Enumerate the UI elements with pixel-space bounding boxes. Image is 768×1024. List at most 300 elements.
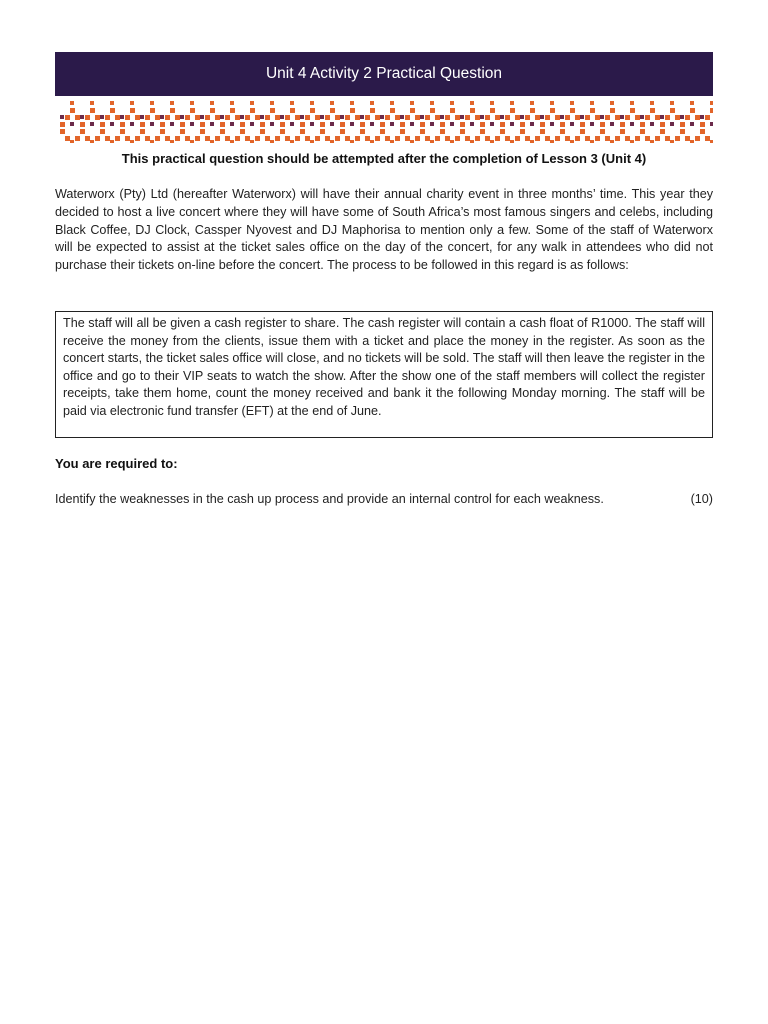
pattern-cell — [370, 101, 374, 105]
pattern-cell — [575, 115, 580, 120]
pattern-cell — [160, 129, 165, 134]
pattern-cell — [140, 115, 144, 119]
pattern-cell — [480, 129, 485, 134]
pattern-cell — [525, 115, 530, 120]
pattern-cell — [480, 122, 485, 127]
pattern-cell — [130, 101, 134, 105]
pattern-cell — [655, 115, 660, 120]
pattern-cell — [240, 122, 245, 127]
pattern-cell — [530, 122, 534, 126]
pattern-cell — [230, 140, 234, 143]
pattern-cell — [600, 129, 605, 134]
pattern-cell — [200, 115, 204, 119]
pattern-cell — [555, 136, 560, 141]
pattern-cell — [590, 122, 594, 126]
pattern-cell — [700, 122, 705, 127]
pattern-cell — [60, 115, 64, 119]
pattern-cell — [60, 122, 65, 127]
pattern-cell — [190, 101, 194, 105]
pattern-cell — [405, 136, 410, 141]
pattern-cell — [465, 115, 470, 120]
pattern-cell — [485, 115, 490, 120]
pattern-cell — [550, 101, 554, 105]
pattern-cell — [665, 136, 670, 141]
pattern-cell — [225, 115, 230, 120]
pattern-cell — [260, 115, 264, 119]
pattern-cell — [370, 108, 375, 113]
pattern-cell — [565, 115, 570, 120]
pattern-cell — [475, 115, 480, 120]
pattern-cell — [390, 108, 395, 113]
pattern-cell — [670, 101, 674, 105]
pattern-cell — [280, 129, 285, 134]
pattern-cell — [70, 108, 75, 113]
pattern-cell — [535, 115, 540, 120]
pattern-cell — [280, 115, 284, 119]
pattern-cell — [500, 129, 505, 134]
pattern-cell — [370, 140, 374, 143]
pattern-cell — [505, 115, 510, 120]
pattern-cell — [240, 115, 244, 119]
pattern-cell — [305, 136, 310, 141]
pattern-cell — [155, 136, 160, 141]
pattern-cell — [640, 115, 644, 119]
pattern-cell — [440, 115, 444, 119]
pattern-cell — [150, 140, 154, 143]
pattern-cell — [355, 115, 360, 120]
pattern-cell — [380, 122, 385, 127]
pattern-cell — [240, 129, 245, 134]
pattern-cell — [660, 122, 665, 127]
pattern-cell — [535, 136, 540, 141]
pattern-cell — [605, 136, 610, 141]
pattern-cell — [615, 136, 620, 141]
pattern-cell — [85, 115, 90, 120]
pattern-cell — [430, 108, 435, 113]
pattern-cell — [165, 136, 170, 141]
pattern-cell — [200, 122, 205, 127]
pattern-cell — [520, 122, 525, 127]
pattern-cell — [75, 115, 80, 120]
pattern-cell — [600, 122, 605, 127]
pattern-cell — [265, 115, 270, 120]
pattern-cell — [655, 136, 660, 141]
pattern-cell — [580, 115, 584, 119]
pattern-cell — [215, 115, 220, 120]
pattern-cell — [410, 101, 414, 105]
pattern-cell — [315, 115, 320, 120]
pattern-cell — [455, 136, 460, 141]
pattern-cell — [330, 140, 334, 143]
pattern-cell — [710, 140, 713, 143]
task-line — [55, 492, 713, 506]
pattern-cell — [300, 122, 305, 127]
pattern-cell — [455, 115, 460, 120]
pattern-cell — [705, 115, 710, 120]
pattern-cell — [150, 101, 154, 105]
pattern-cell — [295, 136, 300, 141]
instruction-subtitle: This practical question should be attempted after the completion of Lesson 3 (Unit 4) — [121, 151, 647, 166]
pattern-cell — [300, 115, 304, 119]
page-title: Unit 4 Activity 2 Practical Question — [265, 65, 503, 82]
pattern-cell — [260, 129, 265, 134]
pattern-cell — [640, 122, 645, 127]
pattern-cell — [125, 115, 130, 120]
pattern-cell — [465, 136, 470, 141]
pattern-cell — [395, 136, 400, 141]
pattern-cell — [245, 136, 250, 141]
pattern-cell — [400, 122, 405, 127]
pattern-cell — [70, 140, 74, 143]
pattern-cell — [510, 122, 514, 126]
pattern-cell — [130, 140, 134, 143]
pattern-cell — [175, 115, 180, 120]
pattern-cell — [185, 136, 190, 141]
pattern-cell — [460, 129, 465, 134]
pattern-cell — [675, 136, 680, 141]
pattern-cell — [360, 122, 365, 127]
intro-paragraph: Waterworx (Pty) Ltd (hereafter Waterworx) will have their annual charity event in three months’ time. This year they decided to host a live concert where they will have some of South Africa’s most famous singers and celebs, including Black Coffee, DJ Clock, Cassper Nyovest and DJ Maphorisa to mention only a few. Some of the staff of Waterworx will be expected to assist at the ticket sales office on the day of the concert, for any walk in attendees who did not purchase their tickets on-line before the concert. The process to be followed in this regard is as follows: — [55, 187, 713, 273]
pattern-cell — [365, 115, 370, 120]
pattern-cell — [595, 115, 600, 120]
pattern-cell — [610, 122, 614, 126]
pattern-cell — [170, 108, 175, 113]
pattern-cell — [420, 129, 425, 134]
pattern-cell — [360, 129, 365, 134]
pattern-cell — [270, 140, 274, 143]
pattern-cell — [280, 122, 285, 127]
pattern-cell — [610, 140, 614, 143]
pattern-cell — [155, 115, 160, 120]
pattern-cell — [180, 115, 184, 119]
pattern-cell — [330, 101, 334, 105]
pattern-cell — [570, 140, 574, 143]
pattern-cell — [700, 115, 704, 119]
pattern-cell — [490, 101, 494, 105]
pattern-cell — [450, 101, 454, 105]
pattern-cell — [235, 136, 240, 141]
pattern-cell — [675, 115, 680, 120]
pattern-cell — [320, 129, 325, 134]
pattern-cell — [470, 140, 474, 143]
pattern-cell — [585, 115, 590, 120]
pattern-cell — [190, 108, 195, 113]
pattern-cell — [190, 140, 194, 143]
pattern-cell — [130, 122, 134, 126]
pattern-cell — [670, 108, 675, 113]
pattern-cell — [510, 108, 515, 113]
pattern-cell — [500, 115, 504, 119]
pattern-cell — [550, 122, 554, 126]
pattern-cell — [170, 101, 174, 105]
pattern-cell — [500, 122, 505, 127]
pattern-cell — [340, 115, 344, 119]
pattern-cell — [110, 108, 115, 113]
pattern-cell — [70, 122, 74, 126]
pattern-cell — [405, 115, 410, 120]
pattern-cell — [205, 115, 210, 120]
pattern-cell — [330, 108, 335, 113]
pattern-cell — [385, 115, 390, 120]
pattern-cell — [140, 129, 145, 134]
pattern-cell — [110, 140, 114, 143]
pattern-cell — [710, 122, 713, 126]
pattern-cell — [660, 129, 665, 134]
pattern-cell — [680, 122, 685, 127]
pattern-cell — [475, 136, 480, 141]
pattern-cell — [215, 136, 220, 141]
pattern-cell — [330, 122, 334, 126]
pattern-cell — [595, 136, 600, 141]
pattern-cell — [90, 101, 94, 105]
pattern-cell — [375, 136, 380, 141]
pattern-cell — [90, 140, 94, 143]
pattern-cell — [560, 115, 564, 119]
pattern-cell — [665, 115, 670, 120]
pattern-cell — [205, 136, 210, 141]
pattern-cell — [255, 115, 260, 120]
pattern-cell — [540, 115, 544, 119]
pattern-cell — [610, 108, 615, 113]
pattern-cell — [145, 115, 150, 120]
pattern-cell — [470, 122, 474, 126]
pattern-cell — [525, 136, 530, 141]
pattern-cell — [580, 122, 585, 127]
pattern-cell — [270, 122, 274, 126]
pattern-cell — [210, 140, 214, 143]
pattern-cell — [120, 129, 125, 134]
pattern-cell — [555, 115, 560, 120]
pattern-cell — [625, 115, 630, 120]
pattern-cell — [345, 115, 350, 120]
pattern-cell — [425, 115, 430, 120]
pattern-cell — [580, 129, 585, 134]
pattern-cell — [220, 115, 224, 119]
pattern-cell — [350, 101, 354, 105]
pattern-cell — [430, 140, 434, 143]
pattern-cell — [275, 115, 280, 120]
pattern-cell — [400, 115, 404, 119]
pattern-cell — [165, 115, 170, 120]
required-heading: You are required to: — [55, 456, 178, 471]
pattern-cell — [410, 108, 415, 113]
pattern-cell — [290, 122, 294, 126]
pattern-cell — [345, 136, 350, 141]
pattern-cell — [95, 136, 100, 141]
pattern-cell — [65, 136, 70, 141]
pattern-cell — [575, 136, 580, 141]
pattern-cell — [220, 122, 225, 127]
page-title-banner — [55, 52, 713, 96]
pattern-cell — [700, 129, 705, 134]
pattern-cell — [285, 136, 290, 141]
pattern-cell — [175, 136, 180, 141]
pattern-cell — [705, 136, 710, 141]
pattern-cell — [630, 140, 634, 143]
pattern-cell — [520, 115, 524, 119]
pattern-cell — [690, 108, 695, 113]
pattern-cell — [270, 101, 274, 105]
pattern-cell — [585, 136, 590, 141]
pattern-cell — [560, 129, 565, 134]
pattern-cell — [250, 140, 254, 143]
pattern-cell — [80, 115, 84, 119]
pattern-cell — [245, 115, 250, 120]
process-description-box — [55, 311, 713, 438]
pattern-cell — [340, 129, 345, 134]
pattern-cell — [335, 136, 340, 141]
pattern-cell — [195, 136, 200, 141]
pattern-cell — [115, 115, 120, 120]
pattern-cell — [355, 136, 360, 141]
pattern-cell — [480, 115, 484, 119]
pattern-cell — [200, 129, 205, 134]
pattern-cell — [615, 115, 620, 120]
pattern-cell — [435, 115, 440, 120]
pattern-cell — [610, 101, 614, 105]
task-text: Identify the weaknesses in the cash up process and provide an internal control for each weakness. — [55, 492, 604, 506]
pattern-cell — [650, 101, 654, 105]
pattern-cell — [420, 122, 425, 127]
pattern-cell — [620, 122, 625, 127]
process-description-text: The staff will all be given a cash register to share. The cash register will contain a cash float of R1000. The staff will receive the money from the clients, issue them with a ticket and place the money in the register. As soon as the concert starts, the ticket sales office will close, and no tickets will be sold. The staff will then leave the register in the office and go to their VIP seats to watch the show. After the show one of the staff members will collect the register receipts, take them home, count the money received and bank it the following Monday morning. The staff will be paid via electronic fund transfer (EFT) at the end of June. — [63, 316, 705, 418]
pattern-cell — [395, 115, 400, 120]
pattern-cell — [325, 136, 330, 141]
pattern-cell — [110, 101, 114, 105]
pattern-cell — [350, 140, 354, 143]
pattern-cell — [335, 115, 340, 120]
pattern-cell — [275, 136, 280, 141]
pattern-cell — [115, 136, 120, 141]
pattern-cell — [650, 108, 655, 113]
pattern-cell — [565, 136, 570, 141]
pattern-cell — [385, 136, 390, 141]
pattern-cell — [420, 115, 424, 119]
pattern-cell — [430, 101, 434, 105]
pattern-cell — [90, 108, 95, 113]
pattern-cell — [135, 115, 140, 120]
pattern-cell — [325, 115, 330, 120]
pattern-cell — [65, 115, 70, 120]
pattern-cell — [560, 122, 565, 127]
pattern-cell — [630, 108, 635, 113]
pattern-cell — [695, 115, 700, 120]
pattern-cell — [260, 122, 265, 127]
pattern-cell — [305, 115, 310, 120]
pattern-cell — [70, 101, 74, 105]
pattern-cell — [180, 122, 185, 127]
pattern-cell — [440, 129, 445, 134]
pattern-cell — [150, 108, 155, 113]
pattern-cell — [570, 122, 574, 126]
pattern-cell — [495, 115, 500, 120]
pattern-cell — [100, 115, 104, 119]
pattern-cell — [545, 115, 550, 120]
pattern-cell — [380, 129, 385, 134]
pattern-cell — [60, 129, 65, 134]
pattern-cell — [230, 108, 235, 113]
pattern-cell — [435, 136, 440, 141]
pattern-cell — [515, 115, 520, 120]
pattern-cell — [450, 140, 454, 143]
pattern-cell — [680, 129, 685, 134]
pattern-cell — [235, 115, 240, 120]
pattern-cell — [105, 115, 110, 120]
pattern-cell — [130, 108, 135, 113]
pattern-cell — [390, 101, 394, 105]
pattern-cell — [710, 108, 713, 113]
pattern-cell — [495, 136, 500, 141]
pattern-cell — [250, 122, 254, 126]
pattern-cell — [300, 129, 305, 134]
pattern-cell — [100, 129, 105, 134]
pattern-cell — [445, 136, 450, 141]
pattern-cell — [170, 140, 174, 143]
pattern-cell — [310, 140, 314, 143]
pattern-cell — [415, 136, 420, 141]
pattern-cell — [210, 122, 214, 126]
pattern-cell — [250, 101, 254, 105]
pattern-cell — [685, 115, 690, 120]
pattern-cell — [550, 108, 555, 113]
pattern-cell — [80, 122, 85, 127]
pattern-cell — [570, 101, 574, 105]
pattern-cell — [180, 129, 185, 134]
pattern-cell — [620, 115, 624, 119]
pattern-cell — [265, 136, 270, 141]
pattern-cell — [680, 115, 684, 119]
pattern-cell — [450, 122, 454, 126]
pattern-cell — [250, 108, 255, 113]
pattern-cell — [120, 115, 124, 119]
pattern-cell — [690, 101, 694, 105]
pattern-cell — [430, 122, 434, 126]
pattern-cell — [685, 136, 690, 141]
decorative-pattern-border — [60, 100, 713, 144]
pattern-cell — [605, 115, 610, 120]
pattern-cell — [390, 140, 394, 143]
pattern-cell — [255, 136, 260, 141]
pattern-cell — [230, 101, 234, 105]
pattern-cell — [710, 101, 713, 105]
pattern-cell — [645, 136, 650, 141]
pattern-cell — [690, 140, 694, 143]
pattern-cell — [150, 122, 154, 126]
pattern-cell — [225, 136, 230, 141]
pattern-cell — [590, 108, 595, 113]
pattern-cell — [530, 101, 534, 105]
pattern-cell — [590, 140, 594, 143]
pattern-cell — [510, 140, 514, 143]
pattern-cell — [380, 115, 384, 119]
pattern-cell — [410, 122, 414, 126]
pattern-cell — [135, 136, 140, 141]
pattern-cell — [340, 122, 345, 127]
pattern-cell — [350, 108, 355, 113]
pattern-cell — [650, 140, 654, 143]
pattern-cell — [635, 136, 640, 141]
pattern-cell — [220, 129, 225, 134]
pattern-cell — [570, 108, 575, 113]
pattern-cell — [90, 122, 94, 126]
pattern-cell — [450, 108, 455, 113]
pattern-cell — [120, 122, 125, 127]
pattern-cell — [320, 115, 324, 119]
pattern-cell — [315, 136, 320, 141]
pattern-cell — [195, 115, 200, 120]
pattern-cell — [270, 108, 275, 113]
pattern-cell — [490, 108, 495, 113]
